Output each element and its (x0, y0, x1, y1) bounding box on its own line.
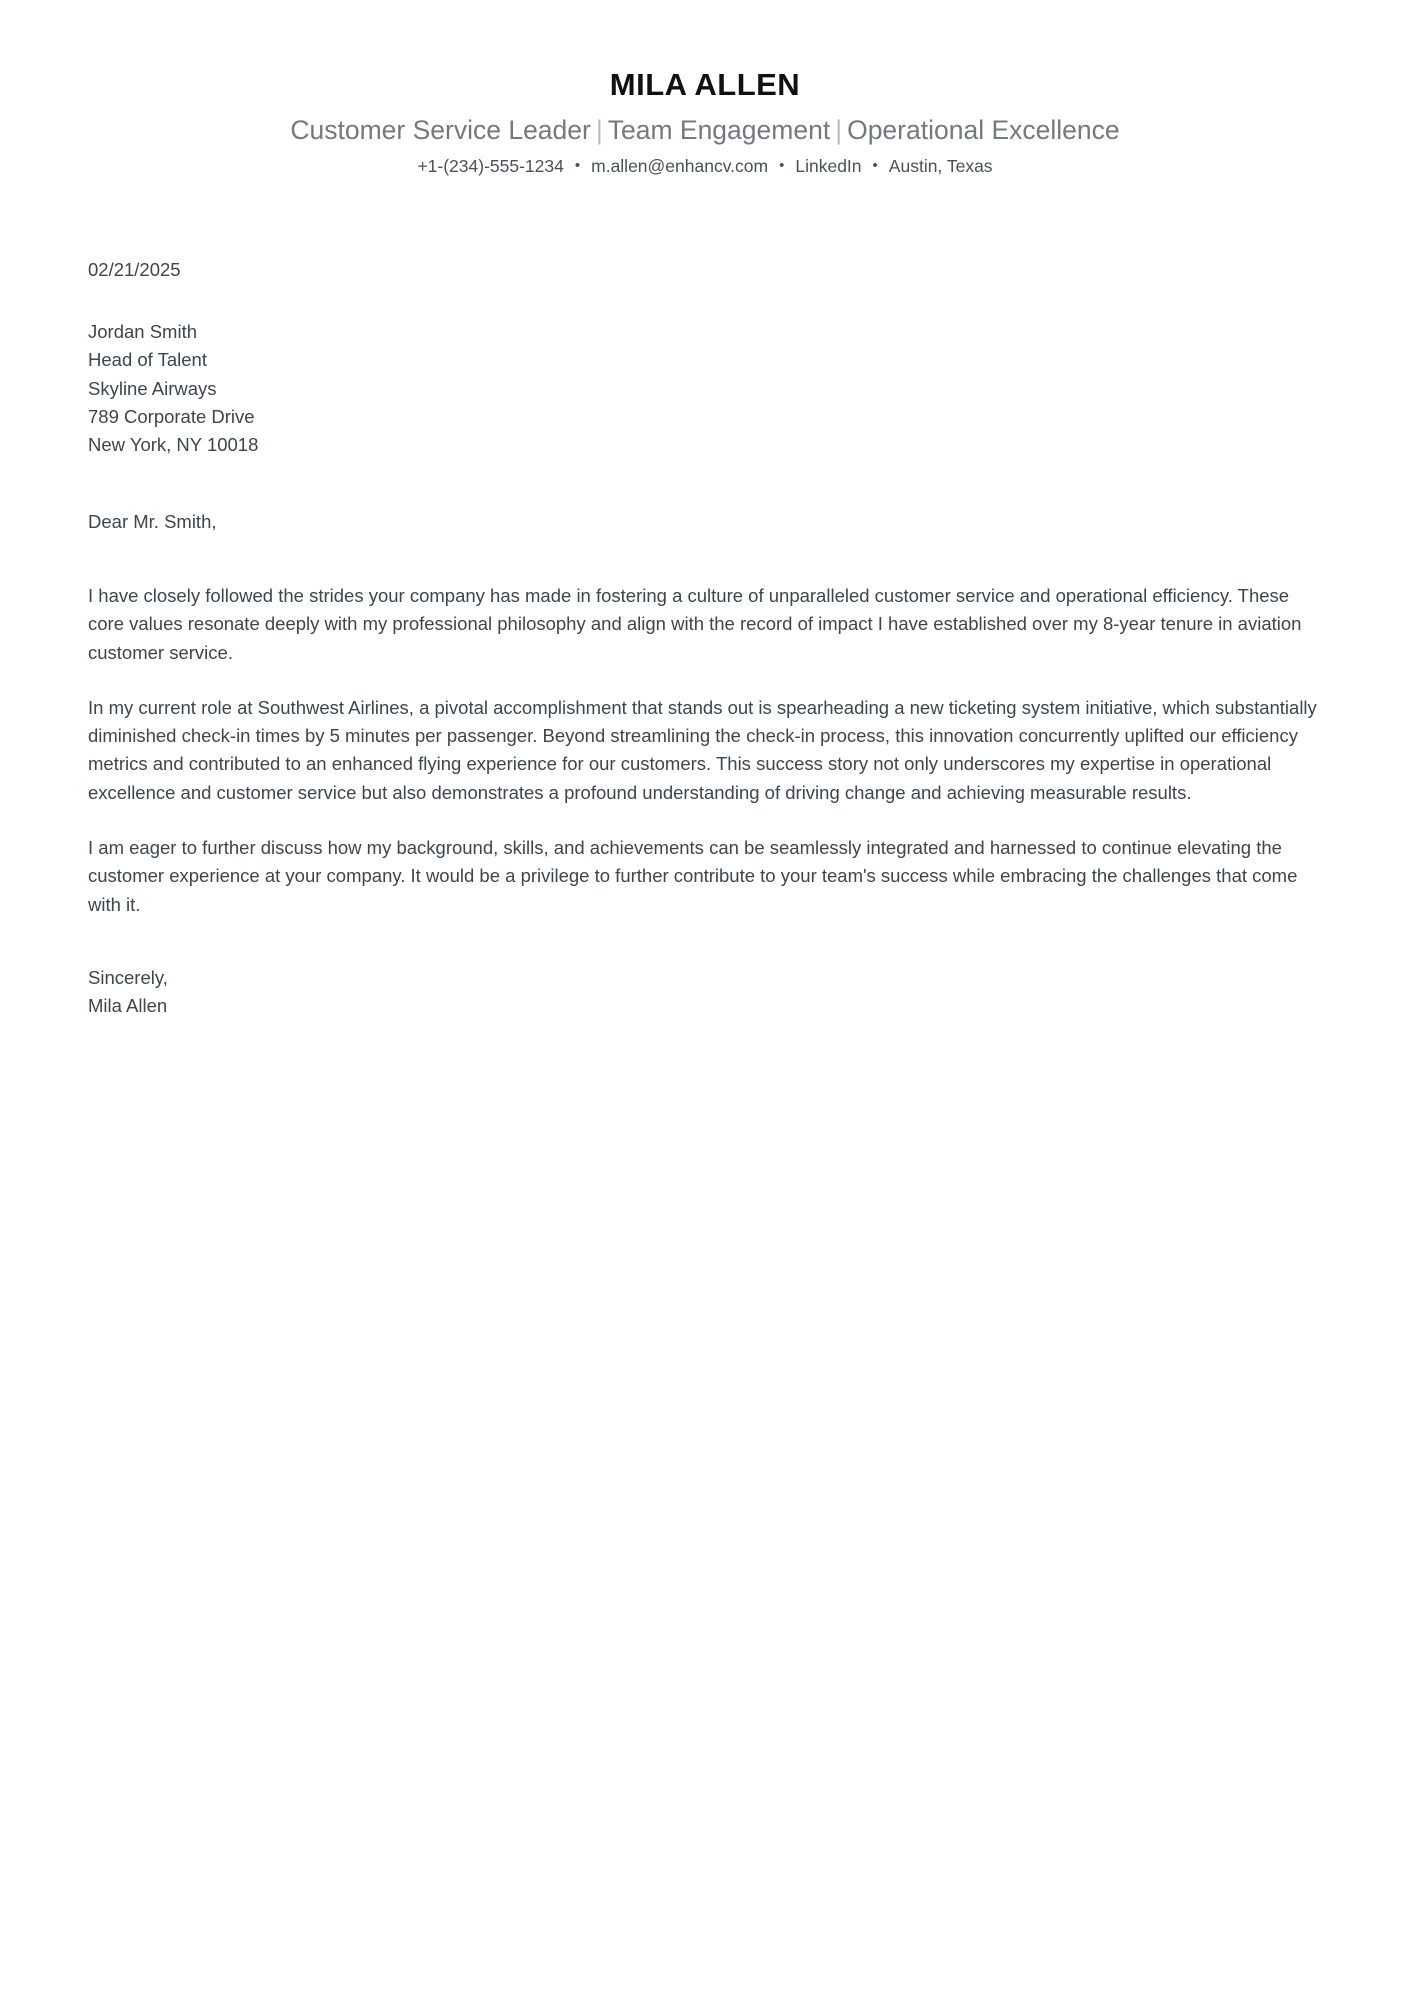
contact-email[interactable]: m.allen@enhancv.com (591, 156, 769, 177)
letter-salutation: Dear Mr. Smith, (88, 510, 217, 532)
letter-header (0, 0, 1410, 178)
bullet-separator-icon: • (574, 157, 581, 175)
headline-part-1: Customer Service Leader (290, 114, 591, 145)
recipient-name: Jordan Smith (88, 321, 197, 343)
letter-closing-block (88, 964, 1322, 1021)
contact-line (0, 155, 1410, 178)
letter-paragraphs (88, 582, 1322, 919)
professional-headline (0, 114, 1410, 146)
bullet-separator-icon: • (779, 157, 785, 175)
recipient-street: 789 Corporate Drive (88, 406, 255, 428)
letter-body (0, 256, 1410, 1021)
recipient-company: Skyline Airways (88, 377, 217, 399)
closing-signature: Mila Allen (88, 995, 168, 1017)
headline-part-3: Operational Excellence (847, 114, 1120, 145)
letter-paragraph: I am eager to further discuss how my background, skills, and achievements can be seamlessly integrated and harnessed to continue elevating the customer experience at your company. It would be a privilege to further contribute to your team's success while embracing the challenges that come with it. (88, 836, 1298, 915)
headline-part-2: Team Engagement (607, 114, 831, 145)
closing-salutation: Sincerely, (88, 966, 168, 988)
contact-location: Austin, Texas (888, 156, 993, 177)
bullet-separator-icon: • (872, 157, 878, 175)
letter-date: 02/21/2025 (88, 258, 181, 280)
headline-separator-2: | (835, 114, 843, 145)
contact-linkedin[interactable]: LinkedIn (795, 156, 862, 177)
recipient-city-state-zip: New York, NY 10018 (88, 434, 259, 456)
letter-paragraph: I have closely followed the strides your company has made in fostering a culture of unparalleled customer service and operational efficiency. These core values resonate deeply with my professional philosophy and align with the record of impact I have established over my 8-year tenure in aviation customer service. (88, 584, 1302, 663)
letter-paragraph: In my current role at Southwest Airlines, a pivotal accomplishment that stands out is spearheading a new ticketing system initiative, which substantially diminished check-in times by 5 minutes per passenger. Beyond streamlining the check-in process, this innovation concurrently uplifted our efficiency metrics and contributed to an enhanced flying experience for our customers. This success story not only underscores my expertise in operational excellence and customer service but also demonstrates a profound understanding of driving change and achieving measurable results. (88, 696, 1317, 803)
candidate-name: MILA ALLEN (609, 67, 801, 102)
recipient-title: Head of Talent (88, 349, 207, 371)
headline-separator-1: | (595, 114, 603, 145)
contact-phone: +1-(234)-555-1234 (417, 156, 564, 177)
recipient-address-block (88, 318, 1322, 459)
